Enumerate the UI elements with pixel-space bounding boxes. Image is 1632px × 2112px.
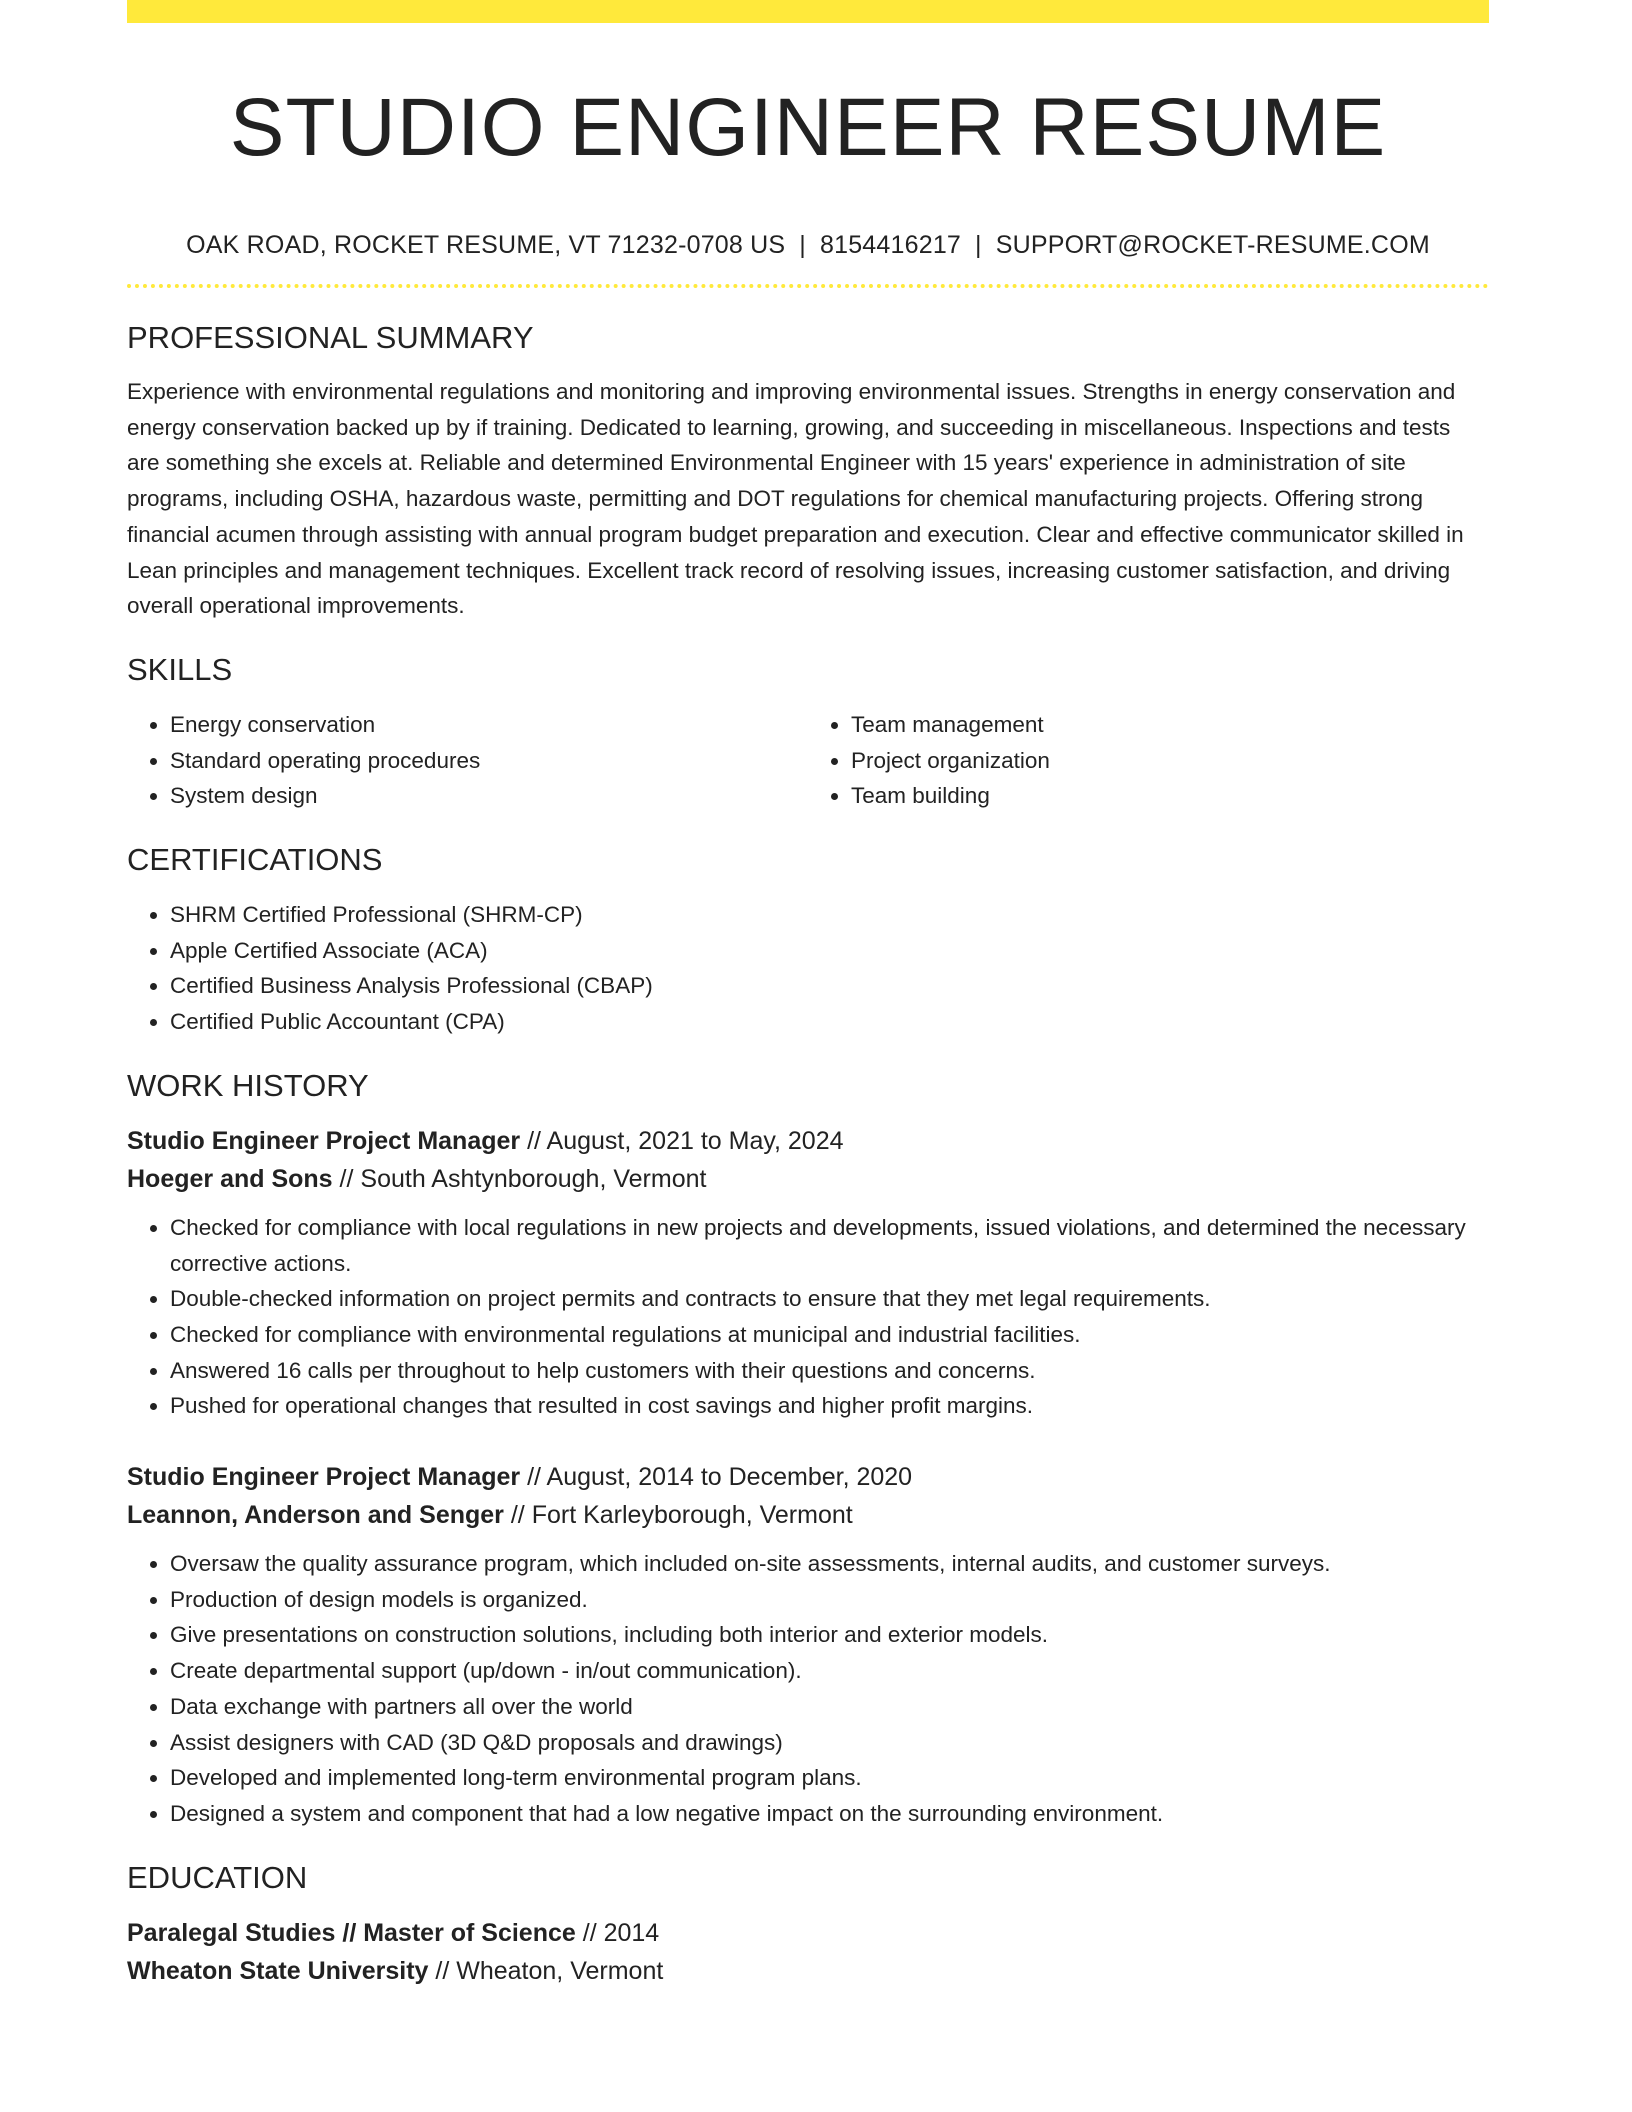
job-entry	[127, 1458, 1489, 1832]
job-bullet: • Oversaw the quality assurance program, which included on-site assessments, internal audits, and customer surveys.	[170, 1546, 1489, 1582]
job-entry	[127, 1122, 1489, 1424]
contact-address: OAK ROAD, ROCKET RESUME, VT 71232-0708 US	[186, 231, 786, 259]
education-entry	[127, 1914, 1489, 1990]
certification-item: • Apple Certified Associate (ACA)	[170, 933, 1489, 969]
job-location: Fort Karleyborough, Vermont	[531, 1501, 853, 1530]
certifications-list	[127, 897, 1489, 1040]
job-bullet: • Designed a system and component that had a low negative impact on the surrounding environment.	[170, 1796, 1489, 1832]
job-bullet: • Assist designers with CAD (3D Q&D proposals and drawings)	[170, 1725, 1489, 1761]
skill-item: • Standard operating procedures	[170, 743, 808, 779]
certification-item: • Certified Business Analysis Professional (CBAP)	[170, 968, 1489, 1004]
education-year: 2014	[603, 1918, 660, 1947]
job-dates: August, 2021 to May, 2024	[546, 1126, 844, 1155]
education-school: Wheaton State University	[127, 1956, 429, 1985]
job-dates: August, 2014 to December, 2020	[546, 1463, 913, 1492]
contact-separator: |	[975, 231, 982, 259]
education-degree: Paralegal Studies // Master of Science	[127, 1918, 576, 1947]
job-role-line	[127, 1122, 1489, 1160]
job-separator: //	[332, 1164, 361, 1193]
job-company-line	[127, 1496, 1489, 1534]
job-company-line	[127, 1160, 1489, 1198]
resume-content	[127, 0, 1489, 1990]
skill-item: • Project organization	[851, 743, 1489, 779]
job-bullet: • Create departmental support (up/down - in/out communication).	[170, 1653, 1489, 1689]
education-school-line	[127, 1952, 1489, 1990]
job-bullet: • Developed and implemented long-term environmental program plans.	[170, 1760, 1489, 1796]
skill-item: • System design	[170, 778, 808, 814]
job-separator: //	[520, 1463, 547, 1492]
job-bullet: • Data exchange with partners all over the world	[170, 1689, 1489, 1725]
skills-right-list	[808, 707, 1489, 814]
job-role-line	[127, 1458, 1489, 1496]
contact-phone: 8154416217	[819, 231, 962, 259]
job-bullet: • Checked for compliance with local regulations in new projects and developments, issued violations, and determined the necessary corrective actions.	[170, 1210, 1489, 1281]
job-separator: //	[520, 1126, 547, 1155]
education-separator: //	[428, 1956, 457, 1985]
skill-item: • Team management	[851, 707, 1489, 743]
education-heading: EDUCATION	[127, 1859, 308, 1895]
job-location: South Ashtynborough, Vermont	[360, 1164, 707, 1193]
job-bullet: • Pushed for operational changes that resulted in cost savings and higher profit margins.	[170, 1388, 1489, 1424]
skills-heading: SKILLS	[127, 651, 233, 687]
job-bullet: • Double-checked information on project permits and contracts to ensure that they met legal requirements.	[170, 1281, 1489, 1317]
summary-heading: PROFESSIONAL SUMMARY	[127, 320, 534, 355]
certifications-heading: CERTIFICATIONS	[127, 842, 383, 878]
dotted-divider	[127, 284, 1489, 288]
job-separator: //	[503, 1501, 532, 1530]
job-company: Leannon, Anderson and Senger	[127, 1501, 504, 1530]
contact-email: SUPPORT@ROCKET-RESUME.COM	[995, 231, 1430, 259]
skills-columns	[127, 707, 1489, 814]
contact-line	[127, 230, 1489, 260]
certification-item: • Certified Public Accountant (CPA)	[170, 1004, 1489, 1040]
skill-item: • Energy conservation	[170, 707, 808, 743]
job-bullet: • Answered 16 calls per throughout to help customers with their questions and concerns.	[170, 1353, 1489, 1389]
education-location: Wheaton, Vermont	[456, 1956, 664, 1985]
job-role: Studio Engineer Project Manager	[127, 1126, 521, 1155]
skills-left-list	[127, 707, 808, 814]
job-bullet: • Checked for compliance with environmental regulations at municipal and industrial facilities.	[170, 1317, 1489, 1353]
job-bullet: • Production of design models is organized.	[170, 1582, 1489, 1618]
resume-title: STUDIO ENGINEER RESUME	[229, 82, 1387, 173]
job-bullets	[127, 1546, 1489, 1832]
certification-item: • SHRM Certified Professional (SHRM-CP)	[170, 897, 1489, 933]
job-company: Hoeger and Sons	[127, 1164, 333, 1193]
job-bullets	[127, 1210, 1489, 1424]
job-role: Studio Engineer Project Manager	[127, 1463, 521, 1492]
work-history-heading: WORK HISTORY	[127, 1067, 369, 1103]
contact-separator: |	[799, 231, 806, 259]
skill-item: • Team building	[851, 778, 1489, 814]
education-separator: //	[575, 1918, 604, 1947]
job-bullet: • Give presentations on construction solutions, including both interior and exterior models.	[170, 1617, 1489, 1653]
education-degree-line	[127, 1914, 1489, 1952]
summary-text: Experience with environmental regulations and monitoring and improving environmental issues. Strengths in energy conservation and energy conservation backed up by if training. Dedicated to learning, growing, and succeeding in miscellaneous. Inspections and tests are something she excels at. Reliable and determined Environmental Engineer with 15 years' experience in administration of site programs, including OSHA, hazardous waste, permitting and DOT regulations for chemical manufacturing projects. Offering strong financial acumen through assisting with annual program budget preparation and execution. Clear and effective communicator skilled in Lean principles and management techniques. Excellent track record of resolving issues, increasing customer satisfaction, and driving overall operational improvements.	[127, 379, 1464, 619]
